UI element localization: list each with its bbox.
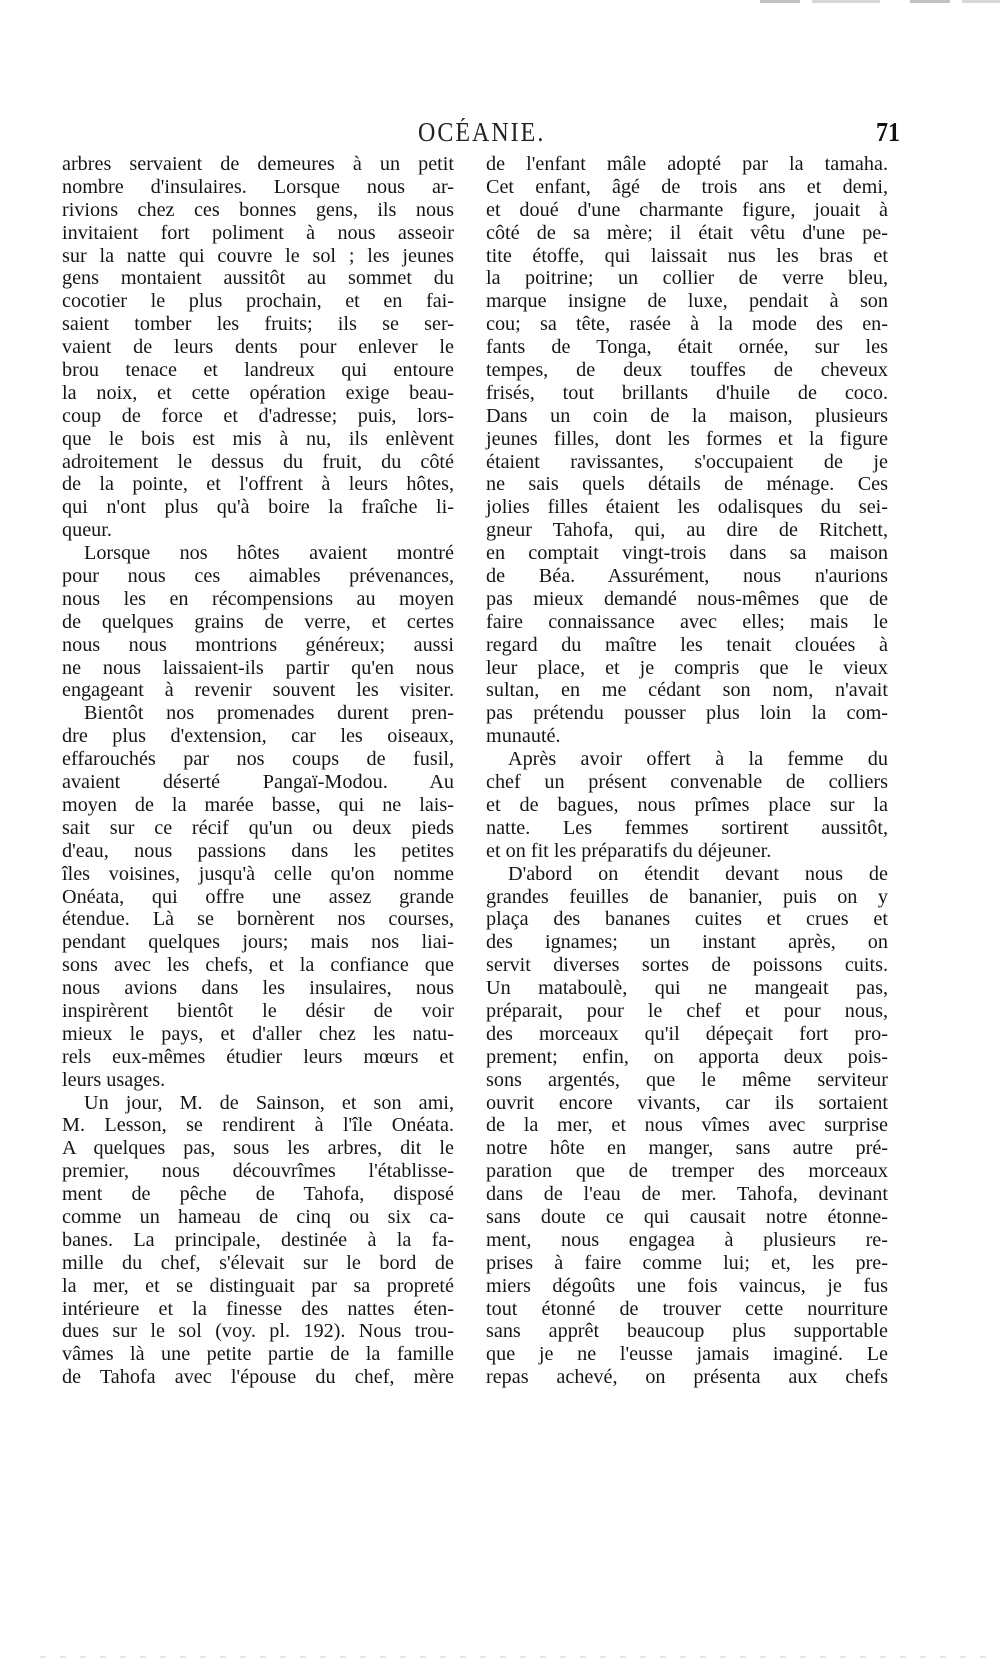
text-line: de Tahofa avec l'épouse du chef, mère — [62, 1366, 454, 1389]
text-line: vâmes là une petite partie de la famille — [62, 1343, 454, 1366]
text-line: ment de pêche de Tahofa, disposé — [62, 1183, 454, 1206]
text-line: plaça des bananes cuites et crues et — [486, 908, 888, 931]
text-line: pas mieux demandé nous-mêmes que de — [486, 587, 888, 610]
right-text-column — [486, 153, 888, 1389]
text-line: inspirèrent bientôt le désir de voir — [62, 999, 454, 1022]
text-line: effarouchés par nos coups de fusil, — [62, 748, 454, 771]
text-line: et doué d'une charmante figure, jouait à — [486, 198, 888, 221]
text-line: marque insigne de luxe, pendait à son — [486, 290, 888, 313]
text-line: pendant quelques jours; mais nos liai- — [62, 931, 454, 954]
text-line: de quelques grains de verre, et certes — [62, 610, 454, 633]
text-line: pour nous ces aimables prévenances, — [62, 565, 454, 588]
text-line: banes. La principale, destinée à la fa- — [62, 1228, 454, 1251]
text-line: ne nous laissaient-ils partir qu'en nous — [62, 656, 454, 679]
text-line: Onéata, qui offre une assez grande — [62, 885, 454, 908]
text-line: prises à faire comme lui; et, les pre- — [486, 1251, 888, 1274]
text-line: Un jour, M. de Sainson, et son ami, — [84, 1091, 454, 1114]
text-line: fants de Tonga, était ornée, sur les — [486, 336, 888, 359]
scan-edge-artifact — [760, 0, 1000, 3]
text-line: que je ne l'eusse jamais imaginé. Le — [486, 1343, 888, 1366]
text-line: arbres servaient de demeures à un petit — [62, 153, 454, 175]
text-line: en comptait vingt-trois dans sa maison — [486, 542, 888, 565]
text-line: tite étoffe, qui laissait nus les bras et — [486, 244, 888, 267]
text-line: tout étonné de trouver cette nourriture — [486, 1297, 888, 1320]
text-line: sur la natte qui couvre le sol ; les jeunes — [62, 244, 454, 267]
text-line: sons avec les chefs, et la confiance que — [62, 954, 454, 977]
text-line: sans apprêt beaucoup plus supportable — [486, 1320, 888, 1343]
text-line: dans de l'eau de mer. Tahofa, devinant — [486, 1183, 888, 1206]
text-line: munauté. — [486, 725, 561, 748]
text-line: invitaient fort poliment à nous asseoir — [62, 221, 454, 244]
text-line: que le bois est mis à nu, ils enlèvent — [62, 427, 454, 450]
text-line: d'eau, nous passions dans les petites — [62, 839, 454, 862]
text-line: Bientôt nos promenades durent pren- — [84, 702, 454, 725]
text-line: des morceaux qu'il dépeçait fort pro- — [486, 1022, 888, 1045]
text-line: servit diverses sortes de poissons cuits. — [486, 954, 888, 977]
text-line: mieux le pays, et d'aller chez les natu- — [62, 1022, 454, 1045]
text-line: miers dégoûts une fois vaincus, je fus — [486, 1274, 888, 1297]
text-line: préparait, pour le chef et pour nous, — [486, 999, 888, 1022]
text-line: Dans un coin de la maison, plusieurs — [486, 404, 888, 427]
text-line: des ignames; un instant après, on — [486, 931, 888, 954]
text-line: coup de force et d'adresse; puis, lors- — [62, 404, 454, 427]
text-line: nous avions dans les insulaires, nous — [62, 977, 454, 1000]
text-line: sans doute ce qui causait notre étonne- — [486, 1205, 888, 1228]
text-line: queur. — [62, 519, 112, 542]
text-line: pas prétendu pousser plus loin la com- — [486, 702, 888, 725]
page-number: 71 — [876, 118, 900, 148]
text-line: intérieure et la finesse des nattes éten- — [62, 1297, 454, 1320]
text-line: cou; sa tête, rasée à la mode des en- — [486, 313, 888, 336]
scan-edge-artifact — [40, 1656, 1000, 1658]
text-line: prement; enfin, on apporta deux pois- — [486, 1045, 888, 1068]
text-line: dues sur le sol (voy. pl. 192). Nous trou- — [62, 1320, 454, 1343]
text-line: nombre d'insulaires. Lorsque nous ar- — [62, 175, 454, 198]
text-line: de la pointe, et l'offrent à leurs hôtes, — [62, 473, 454, 496]
text-line: et on fit les préparatifs du déjeuner. — [486, 839, 772, 862]
text-line: gens montaient aussitôt au sommet du — [62, 267, 454, 290]
text-line: natte. Les femmes sortirent aussitôt, — [486, 816, 888, 839]
text-line: étendue. Là se bornèrent nos courses, — [62, 908, 454, 931]
text-line: Un mataboulè, qui ne mangeait pas, — [486, 977, 888, 1000]
text-line: Lorsque nos hôtes avaient montré — [84, 542, 454, 565]
text-line: sultan, en me cédant son nom, n'avait — [486, 679, 888, 702]
text-line: côté de sa mère; il était vêtu d'une pe- — [486, 221, 888, 244]
running-title: OCÉANIE. — [418, 118, 546, 148]
text-line: jeunes filles, dont les formes et la figure — [486, 427, 888, 450]
text-line: leur place, et je compris que le vieux — [486, 656, 888, 679]
text-line: tempes, de deux touffes de cheveux — [486, 359, 888, 382]
text-line: la poitrine; un collier de verre bleu, — [486, 267, 888, 290]
text-line: la noix, et cette opération exige beau- — [62, 381, 454, 404]
text-line: saient tomber les fruits; ils se ser- — [62, 313, 454, 336]
text-line: grandes feuilles de bananier, puis on y — [486, 885, 888, 908]
text-line: leurs usages. — [62, 1068, 166, 1091]
text-line: nous nous montrions généreux; aussi — [62, 633, 454, 656]
text-line: D'abord on étendit devant nous de — [508, 862, 888, 885]
text-line: comme un hameau de cinq ou six ca- — [62, 1205, 454, 1228]
text-line: mille du chef, s'élevait sur le bord de — [62, 1251, 454, 1274]
text-line: engageant à revenir souvent les visiter. — [62, 679, 454, 702]
text-line: jolies filles étaient les odalisques du sei- — [486, 496, 888, 519]
text-line: frisés, tout brillants d'huile de coco. — [486, 381, 888, 404]
text-line: avaient déserté Pangaï-Modou. Au — [62, 771, 454, 794]
text-line: notre hôte en manger, sans autre pré- — [486, 1137, 888, 1160]
text-line: ne sais quels détails de ménage. Ces — [486, 473, 888, 496]
text-line: moyen de la marée basse, qui ne lais- — [62, 793, 454, 816]
text-line: rels eux-mêmes étudier leurs mœurs et — [62, 1045, 454, 1068]
text-line: gneur Tahofa, qui, au dire de Ritchett, — [486, 519, 888, 542]
text-line: de la mer, et nous vîmes avec surprise — [486, 1114, 888, 1137]
left-text-column — [62, 153, 454, 1389]
text-line: regard du maître les tenait clouées à — [486, 633, 888, 656]
text-line: sons argentés, que le même serviteur — [486, 1068, 888, 1091]
text-line: et de bagues, nous prîmes place sur la — [486, 793, 888, 816]
text-line: adroitement le dessus du fruit, du côté — [62, 450, 454, 473]
text-line: qui n'ont plus qu'à boire la fraîche li- — [62, 496, 454, 519]
text-line: vaient de leurs dents pour enlever le — [62, 336, 454, 359]
text-line: ouvrit encore vivants, car ils sortaient — [486, 1091, 888, 1114]
text-line: A quelques pas, sous les arbres, dit le — [62, 1137, 454, 1160]
text-line: Après avoir offert à la femme du — [508, 748, 888, 771]
text-line: nous les en récompensions au moyen — [62, 587, 454, 610]
text-line: chef un présent convenable de colliers — [486, 771, 888, 794]
text-line: Cet enfant, âgé de trois ans et demi, — [486, 175, 888, 198]
running-head — [0, 118, 1000, 148]
text-line: repas achevé, on présenta aux chefs — [486, 1366, 888, 1389]
text-line: de l'enfant mâle adopté par la tamaha. — [486, 153, 888, 175]
text-line: étaient ravissantes, s'occupaient de je — [486, 450, 888, 473]
text-line: îles voisines, jusqu'à celle qu'on nomme — [62, 862, 454, 885]
text-line: faire connaissance avec elles; mais le — [486, 610, 888, 633]
text-line: de Béa. Assurément, nous n'aurions — [486, 565, 888, 588]
text-line: premier, nous découvrîmes l'établisse- — [62, 1160, 454, 1183]
text-line: M. Lesson, se rendirent à l'île Onéata. — [62, 1114, 454, 1137]
text-line: paration que de tremper des morceaux — [486, 1160, 888, 1183]
text-line: la mer, et se distinguait par sa propreté — [62, 1274, 454, 1297]
text-line: ment, nous engagea à plusieurs re- — [486, 1228, 888, 1251]
text-line: sait sur ce récif qu'un ou deux pieds — [62, 816, 454, 839]
text-line: brou tenace et landreux qui entoure — [62, 359, 454, 382]
text-line: rivions chez ces bonnes gens, ils nous — [62, 198, 454, 221]
text-line: cocotier le plus prochain, et en fai- — [62, 290, 454, 313]
text-line: dre plus d'extension, car les oiseaux, — [62, 725, 454, 748]
